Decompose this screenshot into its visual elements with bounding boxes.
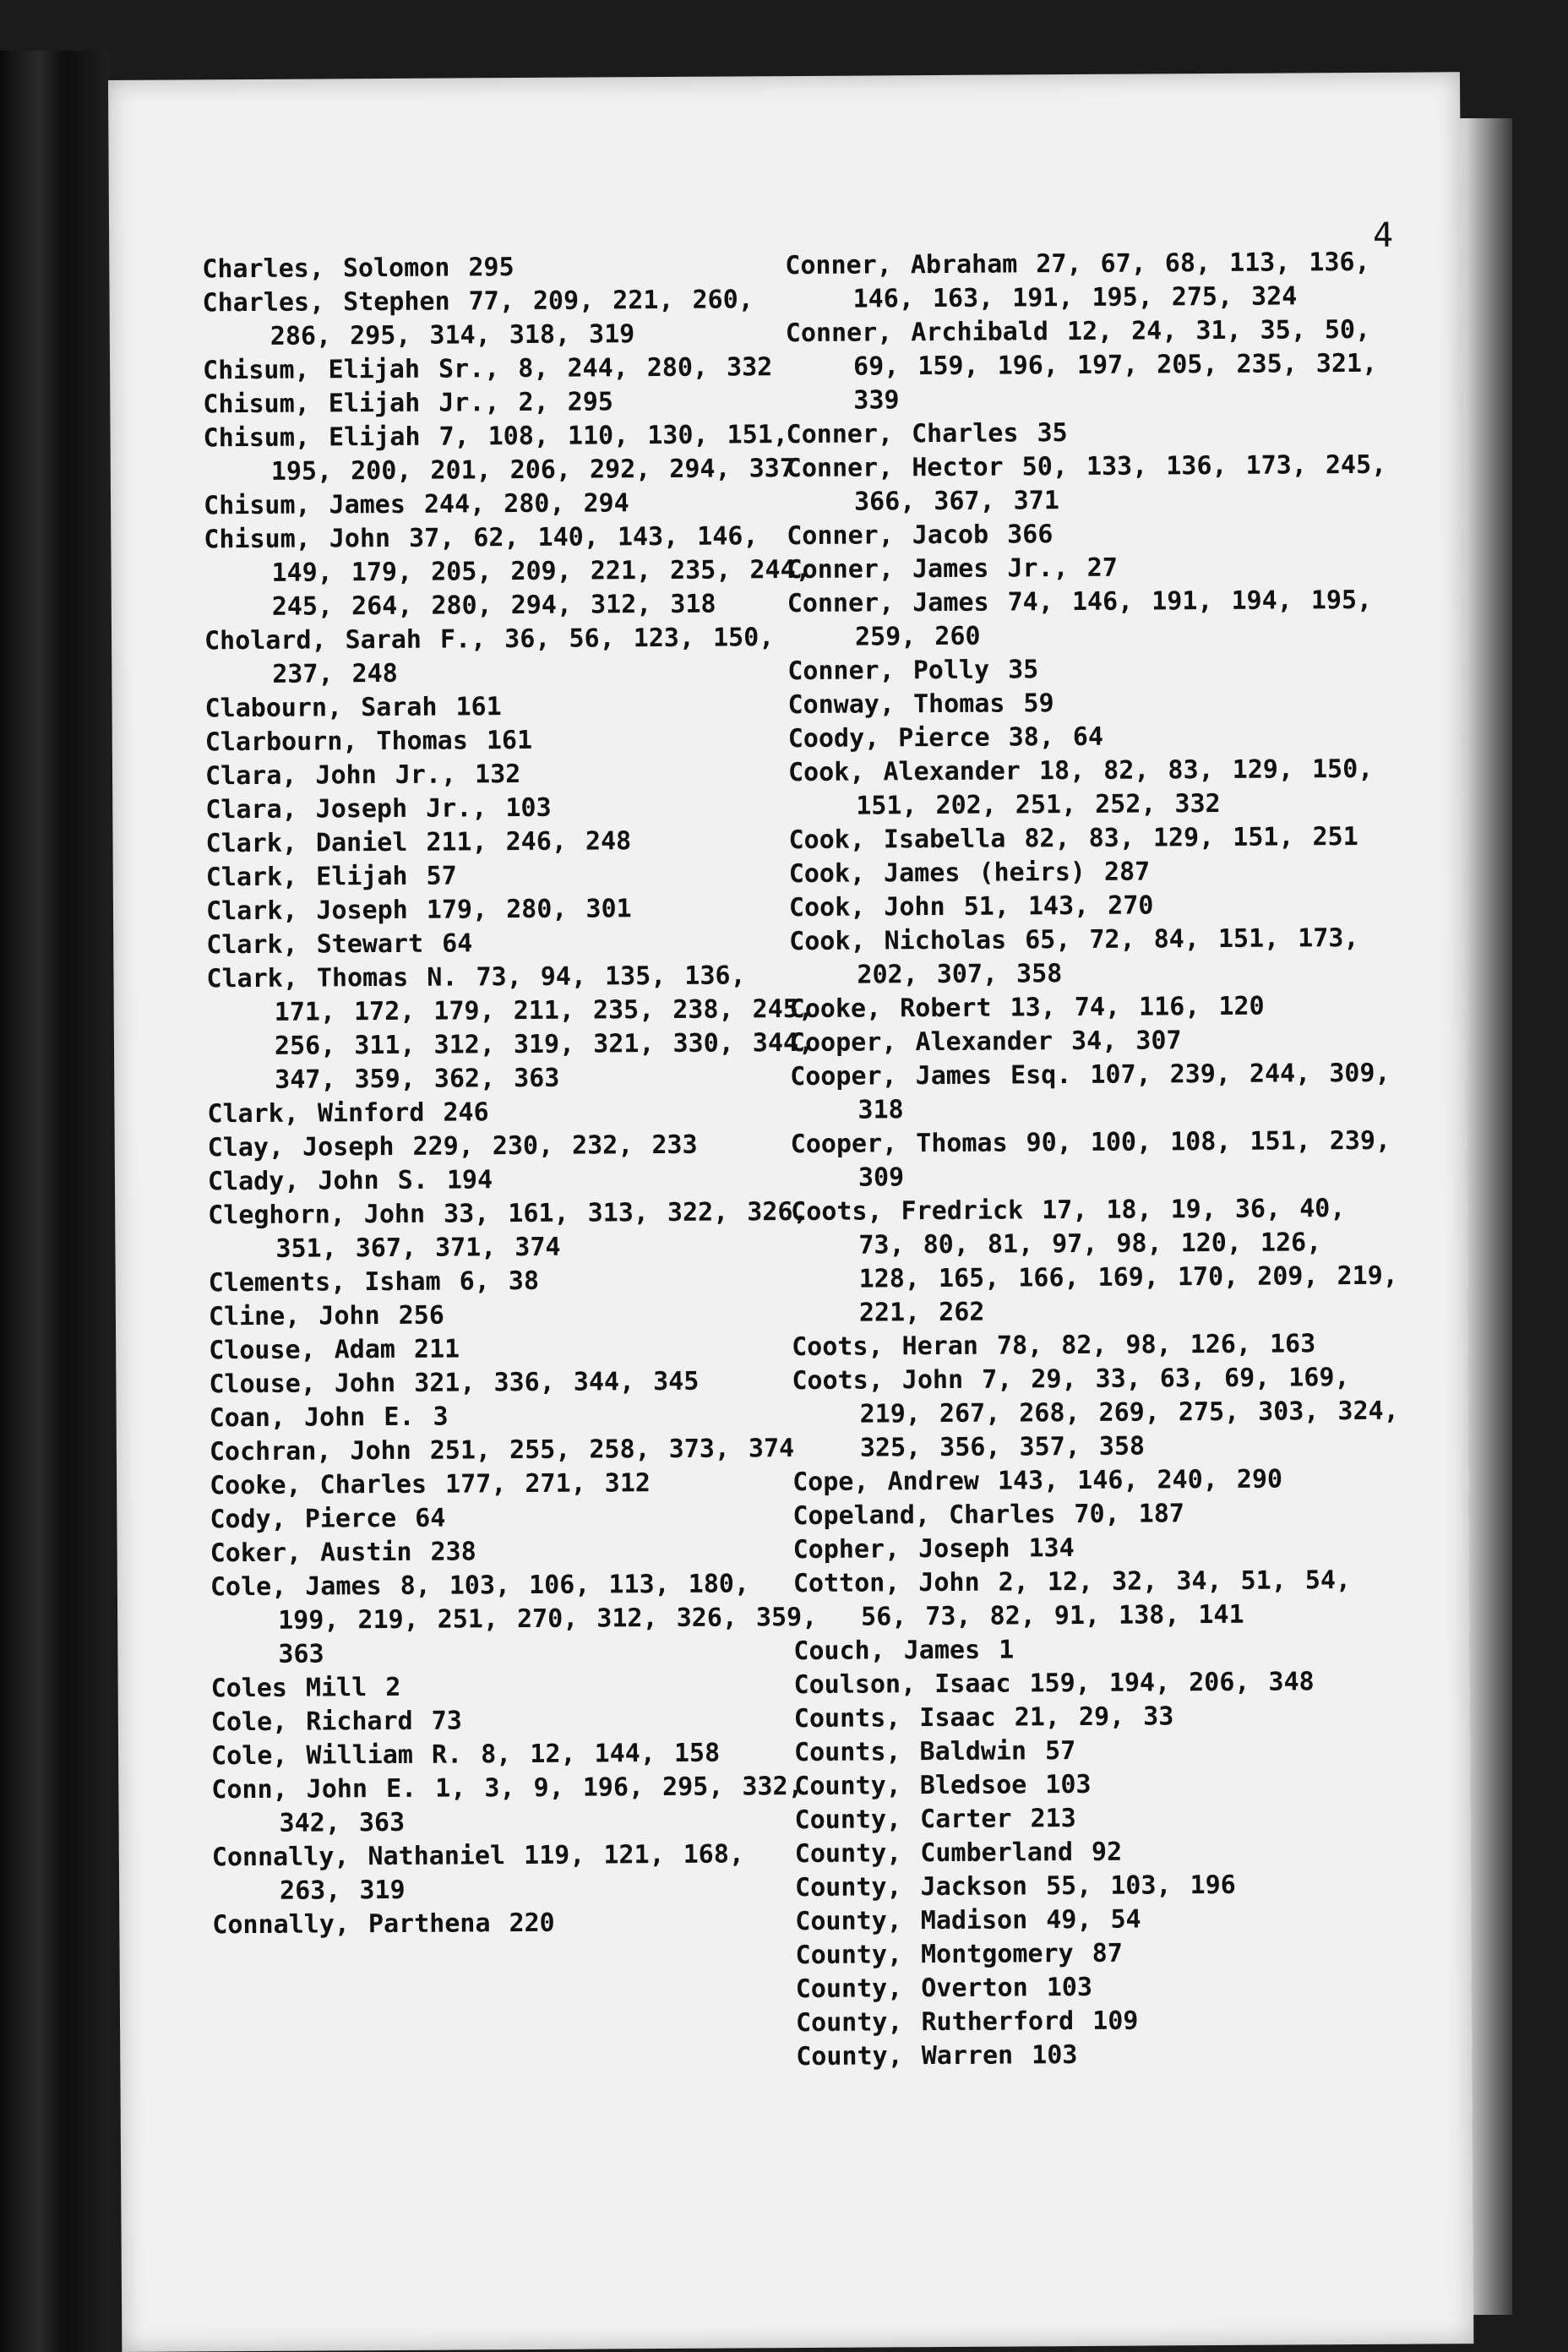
index-entry: Charles, Solomon 295	[202, 253, 514, 285]
index-entry: Connally, Parthena 220	[212, 1908, 555, 1941]
index-entry: Coker, Austin 238	[210, 1537, 476, 1569]
index-entry: County, Cumberland 92	[794, 1837, 1123, 1870]
index-entry: Clements, Isham 6, 38	[208, 1266, 540, 1298]
index-entry: Cholard, Sarah F., 36, 56, 123, 150, 237, 248	[204, 623, 775, 689]
index-entry: Clark, Thomas N. 73, 94, 135, 136, 171, 172, 179, 211, 235, 238, 245, 256, 311, 312, 319, 321, 330, 344, 347, 359, 362, 363	[206, 961, 814, 1095]
index-entry: Cook, Alexander 18, 82, 83, 129, 150, 151, 202, 251, 252, 332	[787, 754, 1374, 821]
index-entry: Clouse, Adam 211	[209, 1334, 460, 1366]
index-entry: County, Montgomery 87	[795, 1938, 1123, 1971]
index-entry: Clarbourn, Thomas 161	[204, 725, 533, 758]
index-entry: Conn, John E. 1, 3, 9, 196, 295, 332, 342, 363	[211, 1772, 803, 1838]
index-entry: Cole, Richard 73	[210, 1706, 462, 1738]
index-entry: Cook, James (heirs) 287	[788, 857, 1151, 890]
index-entry: Coots, Heran 78, 82, 98, 126, 163	[792, 1329, 1316, 1363]
index-entry: Conner, Polly 35	[787, 655, 1039, 687]
index-entry: Chisum, Elijah Sr., 8, 244, 280, 332	[202, 352, 773, 386]
index-entry: Counts, Isaac 21, 29, 33	[793, 1701, 1174, 1734]
index-entry: Clara, John Jr., 132	[204, 760, 521, 792]
index-entry: Clark, Stewart 64	[206, 928, 473, 961]
index-entry: Couch, James 1	[793, 1635, 1015, 1667]
book-binding	[0, 51, 110, 2352]
index-entry: Cole, William R. 8, 12, 144, 158	[211, 1738, 721, 1772]
index-entry: Clara, Joseph Jr., 103	[205, 792, 552, 825]
index-entry: Clark, Elijah 57	[205, 861, 457, 893]
index-entry: Cook, Isabella 82, 83, 129, 151, 251	[788, 821, 1358, 856]
index-entry: Clay, Joseph 229, 230, 232, 233	[207, 1130, 698, 1163]
index-entry: Cooke, Charles 177, 271, 312	[210, 1468, 651, 1501]
index-entry: Cook, John 51, 143, 270	[788, 890, 1154, 923]
index-entry: Conner, Jacob 366	[787, 520, 1054, 552]
index-entry: County, Rutherford 109	[795, 2006, 1139, 2039]
index-entry: Cody, Pierce 64	[210, 1503, 446, 1535]
index-entry: Chisum, James 244, 280, 294	[203, 488, 629, 521]
index-entry: Clark, Daniel 211, 246, 248	[205, 826, 632, 859]
left-column	[202, 249, 820, 1942]
index-entry: Coles Mill 2	[210, 1672, 401, 1704]
index-entry: County, Warren 103	[796, 2040, 1078, 2072]
index-entry: Coulson, Isaac 159, 194, 206, 348	[793, 1667, 1315, 1701]
index-entry: Charles, Stephen 77, 209, 221, 260, 286, 295, 314, 318, 319	[202, 285, 754, 351]
index-entry: Clady, John S. 194	[207, 1165, 493, 1197]
index-entry: Connally, Nathaniel 119, 121, 168, 263, 319	[211, 1839, 745, 1906]
index-entry: Coan, John E. 3	[209, 1402, 449, 1434]
index-entry: Conner, Hector 50, 133, 136, 173, 245, 366, 367, 371	[786, 449, 1387, 517]
index-entry: Cotton, John 2, 12, 32, 34, 51, 54, 56, 73, 82, 91, 138, 141	[792, 1565, 1352, 1632]
index-entry: Cooper, Alexander 34, 307	[789, 1026, 1182, 1059]
index-entry: Conway, Thomas 59	[787, 689, 1054, 721]
index-entry: Conner, James 74, 146, 191, 194, 195, 259, 260	[787, 585, 1373, 652]
index-entry: County, Jackson 55, 103, 196	[794, 1870, 1236, 1903]
index-entry: County, Madison 49, 54	[795, 1904, 1141, 1937]
index-entry: Coots, John 7, 29, 33, 63, 69, 169, 219, 267, 268, 269, 275, 303, 324, 325, 356, 357, 358	[792, 1363, 1399, 1463]
index-entry: Cook, Nicholas 65, 72, 84, 151, 173, 202, 307, 358	[789, 923, 1359, 990]
document-page	[108, 72, 1473, 2352]
index-entry: Conner, Abraham 27, 67, 68, 113, 136, 146, 163, 191, 195, 275, 324	[785, 247, 1370, 314]
index-entry: Chisum, Elijah 7, 108, 110, 130, 151, 195, 200, 201, 206, 292, 294, 337	[203, 420, 795, 487]
index-entry: County, Overton 103	[795, 1972, 1093, 2005]
index-entry: Chisum, John 37, 62, 140, 143, 146, 149, 179, 205, 209, 221, 235, 244, 245, 264, 280, 294, 312, 318	[204, 521, 811, 622]
index-entry: Clabourn, Sarah 161	[204, 692, 502, 724]
index-entry: Conner, Charles 35	[786, 418, 1068, 450]
index-entry: Counts, Baldwin 57	[794, 1736, 1076, 1768]
index-entry: Copher, Joseph 134	[792, 1533, 1075, 1565]
index-entry: Cleghorn, John 33, 161, 313, 322, 326, 351, 367, 371, 374	[208, 1196, 808, 1264]
index-entry: Chisum, Elijah Jr., 2, 295	[203, 387, 614, 420]
index-entry: Cope, Andrew 143, 146, 240, 290	[792, 1464, 1283, 1498]
index-entry: Clouse, John 321, 336, 344, 345	[209, 1366, 700, 1400]
index-entry: Cooke, Robert 13, 74, 116, 120	[789, 991, 1265, 1025]
index-entry: Conner, James Jr., 27	[787, 553, 1118, 585]
index-entry: Copeland, Charles 70, 187	[792, 1499, 1185, 1532]
index-entry: Cochran, John 251, 255, 258, 373, 374	[209, 1434, 795, 1467]
index-entry: Coody, Pierce 38, 64	[787, 721, 1104, 754]
page-number: 4	[1372, 215, 1394, 255]
index-entry: County, Bledsoe 103	[794, 1769, 1092, 1802]
index-entry: Cooper, James Esq. 107, 239, 244, 309, 318	[790, 1058, 1391, 1125]
index-entry: Cline, John 256	[208, 1300, 444, 1332]
index-entry: Conner, Archibald 12, 24, 31, 35, 50, 69, 159, 196, 197, 205, 235, 321, 339	[785, 314, 1378, 416]
index-entry: County, Carter 213	[794, 1804, 1076, 1836]
index-entry: Cole, James 8, 103, 106, 113, 180, 199, 219, 251, 270, 312, 326, 359, 363	[210, 1569, 818, 1669]
index-entry: Cooper, Thomas 90, 100, 108, 151, 239, 309	[790, 1125, 1391, 1193]
right-column	[785, 246, 1404, 2074]
index-entry: Clark, Joseph 179, 280, 301	[205, 894, 632, 927]
index-entry: Coots, Fredrick 17, 18, 19, 36, 40, 73, 80, 81, 97, 98, 120, 126, 128, 165, 166, 169, 170, 209, 219, 221, 262	[791, 1194, 1398, 1328]
index-entry: Clark, Winford 246	[207, 1097, 489, 1130]
